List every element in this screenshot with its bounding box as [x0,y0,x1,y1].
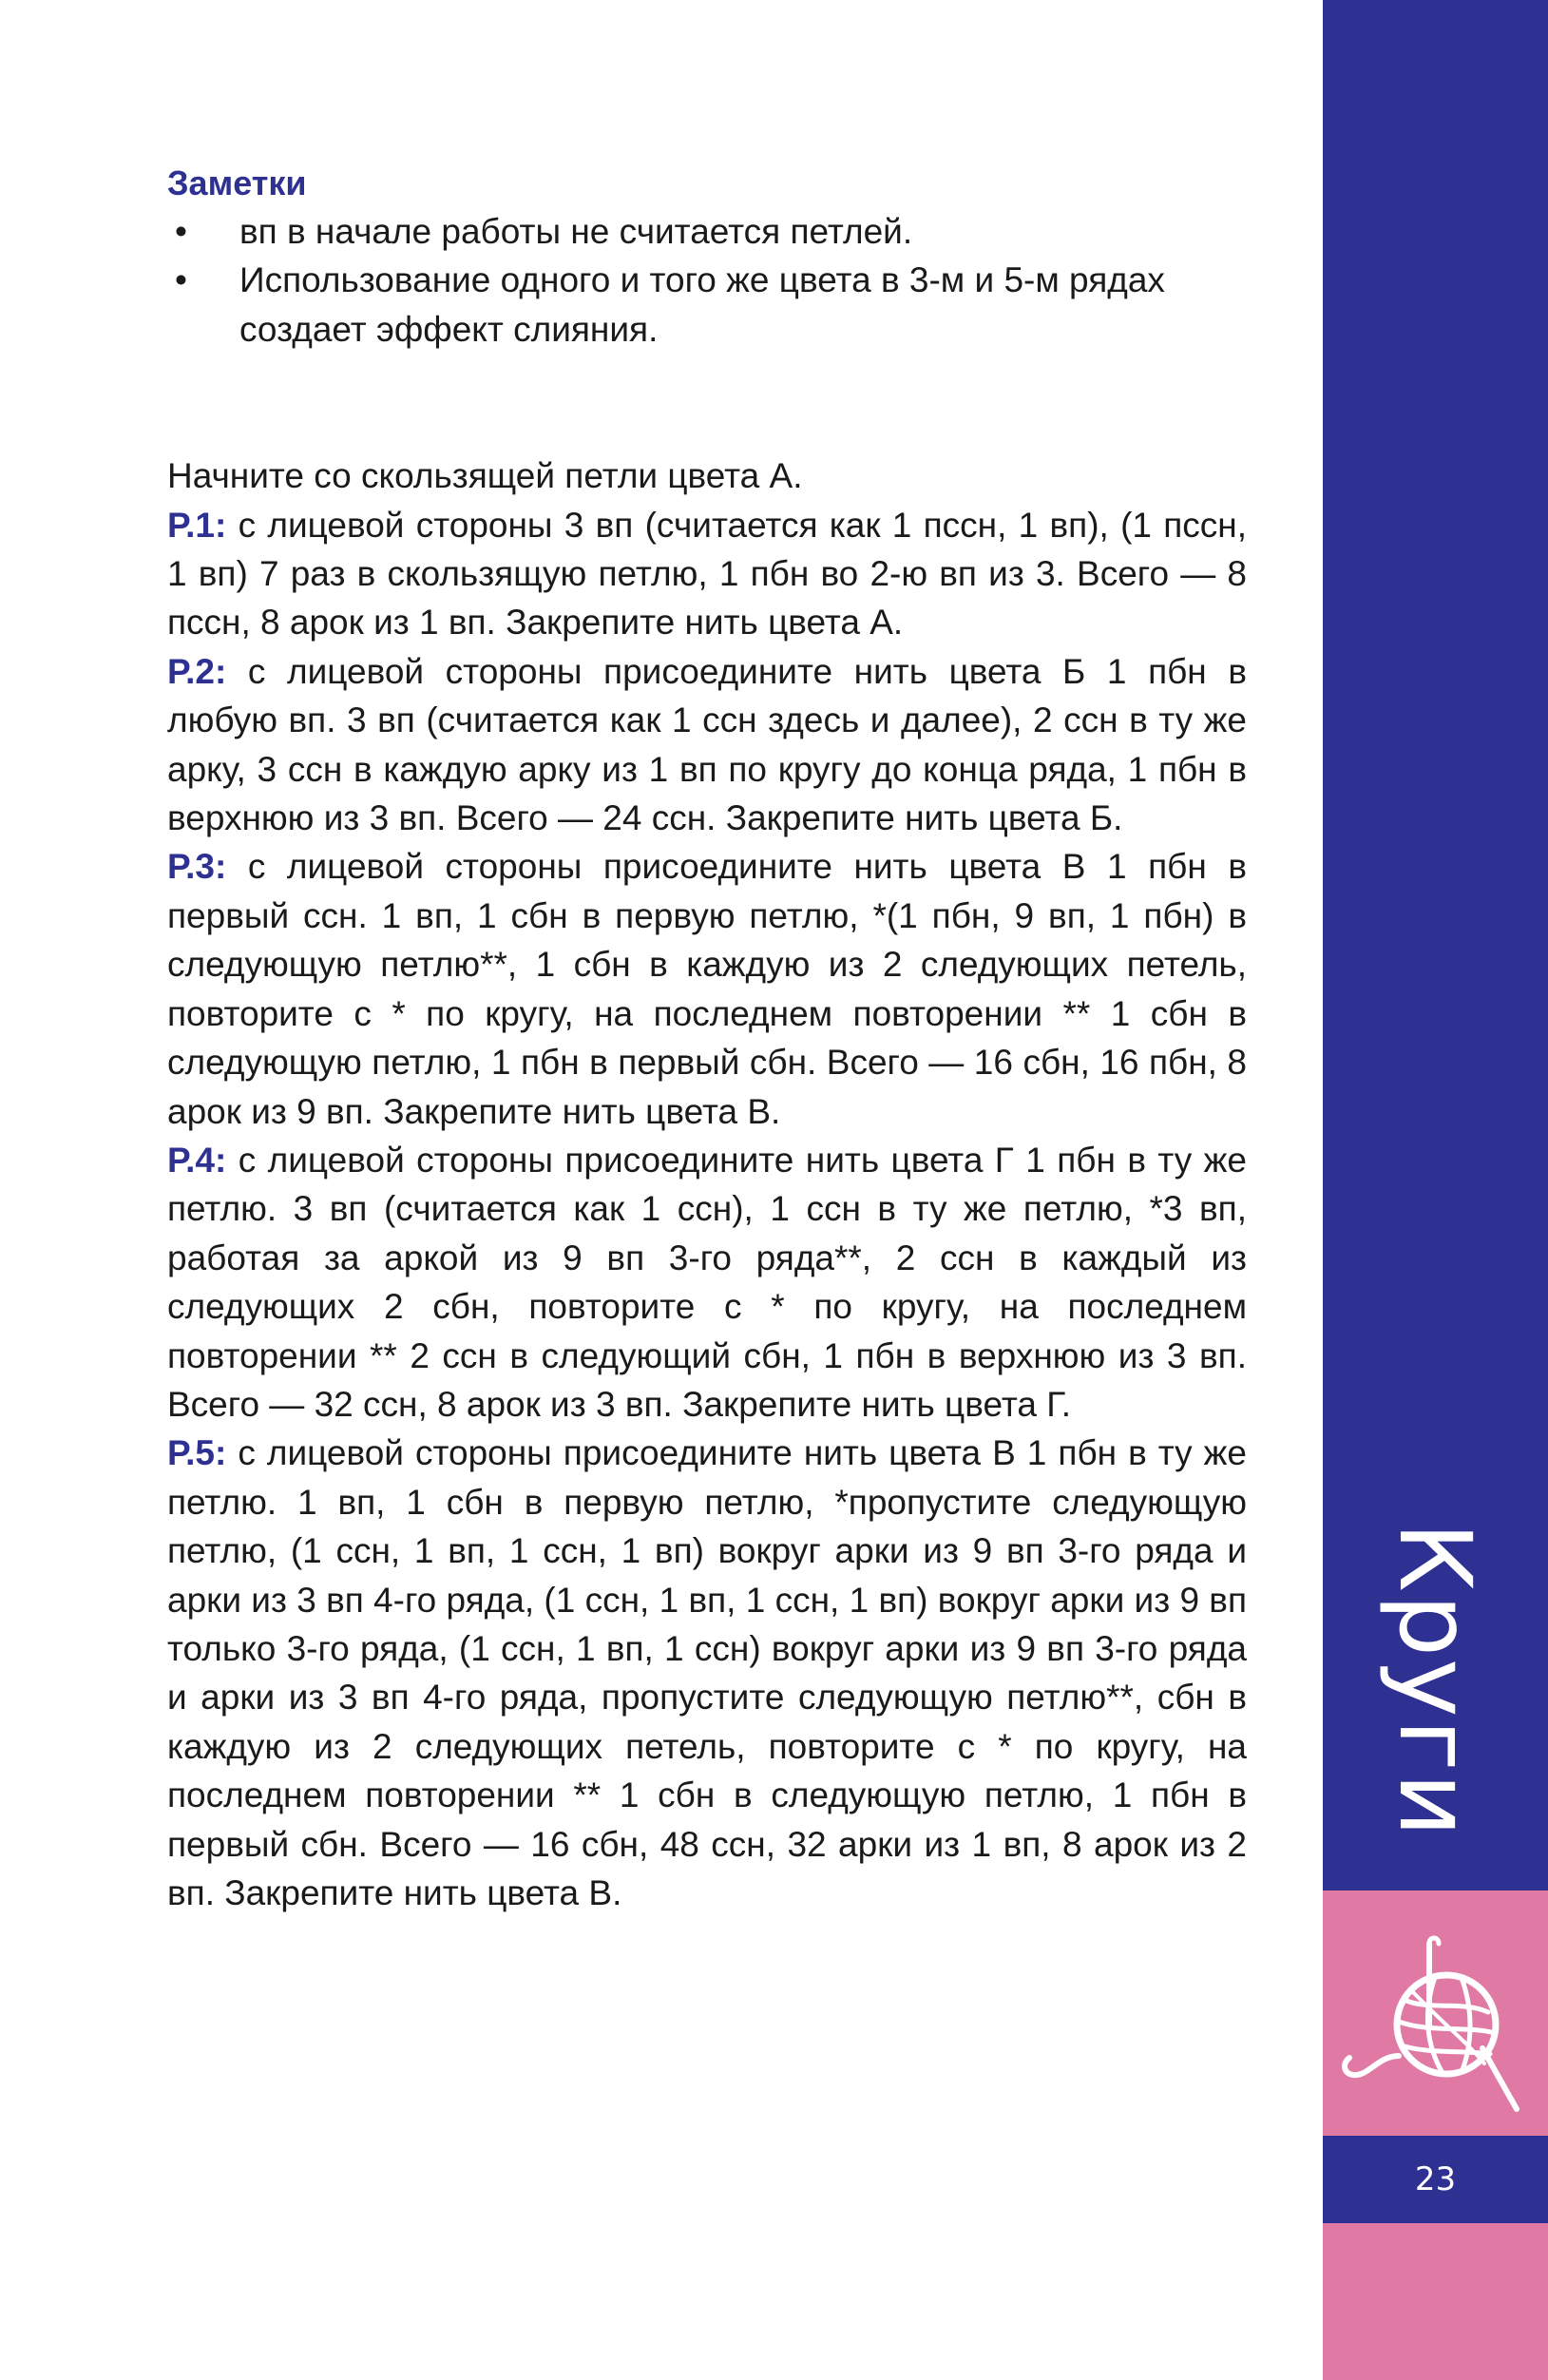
row-label: Р.4: [167,1140,227,1180]
bullet: • [175,260,187,300]
row-2 [167,647,1247,843]
page-content [167,160,1247,1917]
note-text: вп в начале работы не считается петлей. [239,212,913,251]
note-text: Использование одного и того же цвета в 3-м и 5-м рядах создает эффект слияния. [239,260,1165,349]
row-text: с лицевой стороны присоедините нить цвета Г 1 пбн в ту же петлю. 3 вп (считается как 1 ссн), 1 ссн в ту же петлю, *3 вп, работая за аркой из 9 вп 3-го ряда**, 2 ссн в каждый из следующих 2 сбн, повторите с * по кругу, на последнем повторении ** 2 ссн в следующий сбн, 1 пбн в верхнюю из 3 вп. Всего — 32 ссн, 8 арок из 3 вп. Закрепите нить цвета Г. [167,1140,1247,1424]
bullet: • [175,212,187,251]
spacer [167,354,1247,451]
list-item [167,256,1247,354]
row-5 [167,1429,1247,1917]
section-sidebar [1323,0,1548,2380]
row-label: Р.1: [167,505,227,545]
list-item [167,207,1247,256]
start-instruction: Начните со скользящей петли цвета А. [167,456,803,496]
row-label: Р.5: [167,1433,227,1473]
notes-list [167,207,1247,354]
row-text: с лицевой стороны присоедините нить цвета В 1 пбн в первый ссн. 1 вп, 1 сбн в первую петлю, *(1 пбн, 9 вп, 1 пбн) в следующую петлю**, 1 сбн в каждую из 2 следующих петель, повторите с * по кругу, на последнем повторении ** 1 сбн в следующую петлю, 1 пбн в первый сбн. Всего — 16 сбн, 16 пбн, 8 арок из 9 вп. Закрепите нить цвета В. [167,847,1247,1131]
row-text: с лицевой стороны 3 вп (считается как 1 пссн, 1 вп), (1 пссн, 1 вп) 7 раз в скользящую петлю, 1 пбн во 2-ю вп из 3. Всего — 8 пссн, 8 арок из 1 вп. Закрепите нить цвета А. [167,505,1247,643]
page-number: 23 [1414,2160,1457,2198]
row-4 [167,1136,1247,1429]
row-1 [167,501,1247,647]
row-text: с лицевой стороны присоедините нить цвета Б 1 пбн в любую вп. 3 вп (считается как 1 ссн здесь и далее), 2 ссн в ту же арку, 3 ссн в каждую арку из 1 вп по кругу до конца ряда, 1 пбн в верхнюю из 3 вп. Всего — 24 ссн. Закрепите нить цвета Б. [167,651,1247,838]
row-text: с лицевой стороны присоедините нить цвета В 1 пбн в ту же петлю. 1 вп, 1 сбн в первую петлю, *пропустите следующую петлю, (1 ссн, 1 вп, 1 ссн, 1 вп) вокруг арки из 9 вп 3-го ряда и арки из 3 вп 4-го ряда, (1 ссн, 1 вп, 1 ссн, 1 вп) вокруг арки из 9 вп только 3-го ряда, (1 ссн, 1 вп, 1 ссн) вокруг арки из 9 вп 3-го ряда и арки из 3 вп 4-го ряда, пропустите следующую петлю**, сбн в каждую из 2 следующих петель, повторите с * по кругу, на последнем повторении ** 1 сбн в следующую петлю, 1 пбн в первый сбн. Всего — 16 сбн, 48 ссн, 32 арки из 1 вп, 8 арок из 2 вп. Закрепите нить цвета В. [167,1433,1247,1912]
row-label: Р.2: [167,651,227,691]
row-3 [167,842,1247,1135]
row-label: Р.3: [167,847,227,887]
yarn-ball-hook-icon [1340,1934,1530,2115]
notes-title: Заметки [167,163,307,202]
sidebar-pink-footer [1323,2223,1548,2380]
section-title: Круги [1377,1522,1493,1839]
